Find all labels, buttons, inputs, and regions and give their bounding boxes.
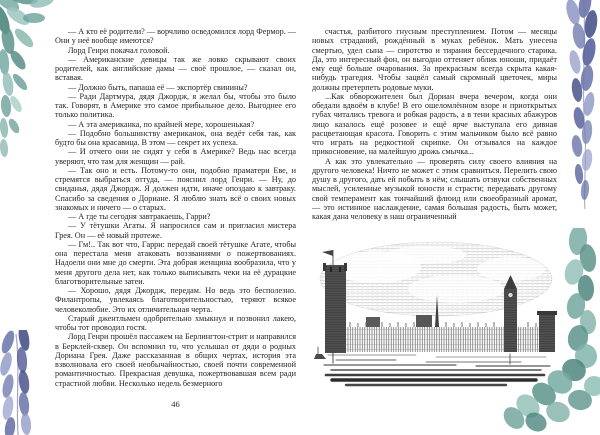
paragraph: — А эта американка, по крайней мере, хорошенькая?: [68, 119, 255, 129]
paragraph: — А кто её родители? — ворчливо осведомился лорд Фермор. — Они у неё вообще имеются?: [55, 27, 296, 46]
paragraph: — Хорошо, дядя Джордж, передам. Но ведь это бесполезно. Филантропы, увлекаясь благотворительностью, теряют всякое человеколюбие. Это их отличительная черта.: [55, 286, 296, 314]
right-page-text: [312, 27, 557, 221]
paragraph: — Подобно большинству американок, она ведёт себя так, как будто бы она красавица. В этом — секрет их успеха.: [55, 128, 296, 147]
paragraph: ...Как обворожителен был Дориан вчера вечером, когда они обедали вдвоём в клубе! В его ошеломлённом взоре и приоткрытых губах читались тревога и робкая радость, а в тени красных абажуров лицо казалось ещё розовее и ещё ярче выступала его дивная расцветающая красота. Говорить с этим мальчиком было всё равно что играть на редкостной скрипке. Он отзывался на каждое прикосновение, на малейшую дрожь смычка...: [312, 91, 557, 157]
engraving-victoria-tower: [322, 250, 347, 353]
paragraph: — Должно быть, папаша её — экспортёр свинины?: [68, 82, 248, 92]
engraving-river: [314, 347, 550, 385]
paragraph: — Американские девицы так же ловко скрывают своих родителей, как английские дамы — своё прошлое, — сказал он, вставая.: [55, 54, 296, 83]
paragraph: — У тётушки Агаты. Я напросился сам и пригласил мистера Грея. Он — её новый протеже.: [55, 221, 296, 240]
paragraph: Лорд Генри покачал головой.: [68, 45, 170, 55]
paragraph: — И отчего они не сидят у себя в Америке? Ведь нас всегда уверяют, что там для женщин — рай.: [55, 147, 296, 166]
paragraph: Лорд Генри прошёл пассажем на Берлингтон-стрит и направился в Берклей-сквер. Он вспомнил то, что услышал от дяди о родных Дориана Грея. Даже рассказанная в общих чертах, история эта взволновала его своей необычайностью, своей почти современной романтичностью. Прекрасная девушка, пожертвовавшая всем ради страстной любви. Несколько недель безмерного: [55, 332, 296, 388]
paragraph: — Гм!.. Так вот что, Гарри: передай своей тётушке Агате, чтобы она перестала меня атаковать воззваниями о пожертвованиях. Надоели они мне до смерти. Эта добрая женщина вообразила, что у меня другого дела нет, как только выписывать чеки на её дурацкие благотворительные затеи.: [55, 239, 296, 286]
paragraph: — А где ты сегодня завтракаешь, Гарри?: [68, 212, 211, 221]
paragraph: — Так оно и есть. Потому-то они, подобно праматери Еве, и стремятся выбраться оттуда, — пояснил лорд Генри. — Ну, до свиданья, дядя Джордж. Я должен идти, иначе опоздаю к завтраку. Спасибо за сведения о Дориане. Я люблю знать всё о своих новых знакомых и ничего — о старых.: [55, 165, 296, 212]
paragraph: — Ради Дартмура, дядя Джордж, я желал бы, чтобы это было так. Говорят, в Америке это самое прибыльное дело. Выгоднее его только политика.: [55, 91, 296, 120]
engraving-clock-tower: [504, 275, 517, 352]
paragraph: счастья, разбитого гнусным преступлением. Потом — месяцы новых страданий, рождённый в муках ребёнок. Мать унесена смертью, удел сына — сиротство и тирания бессердечного старика. Да, это интересный фон, он выгодно оттеняет облик юноши, придаёт ему ещё больше очарования. За прекрасным всегда скрыта какая-нибудь трагедия. Чтобы зацвёл самый скромный цветочек, миры должны претерпеть родовые муки.: [312, 27, 557, 92]
paragraph: Старый джентльмен одобрительно хмыкнул и позвонил лакею, чтобы тот проводил гостя.: [55, 313, 296, 332]
parliament-engraving-illustration: [306, 237, 560, 391]
left-page-text: [55, 27, 296, 388]
left-page-number: 46: [171, 399, 180, 409]
paragraph: А как это увлекательно — проверять силу своего влияния на другого человека! Ничто не может с этим сравниться. Перелить свою душу в другого, дать ей побыть в нём; слышать отзвуки собственных мыслей, усиленные музыкой юности и страсти; передавать другому свой темперамент как тончайший флюид или своеобразный аромат, — это истинное наслаждение, самая большая радость, быть может, какая дана человеку в наш ограниченный: [312, 156, 557, 221]
watercolor-leaves-bottom-left-decoration: [0, 330, 54, 435]
engraving-sky: [320, 242, 552, 316]
